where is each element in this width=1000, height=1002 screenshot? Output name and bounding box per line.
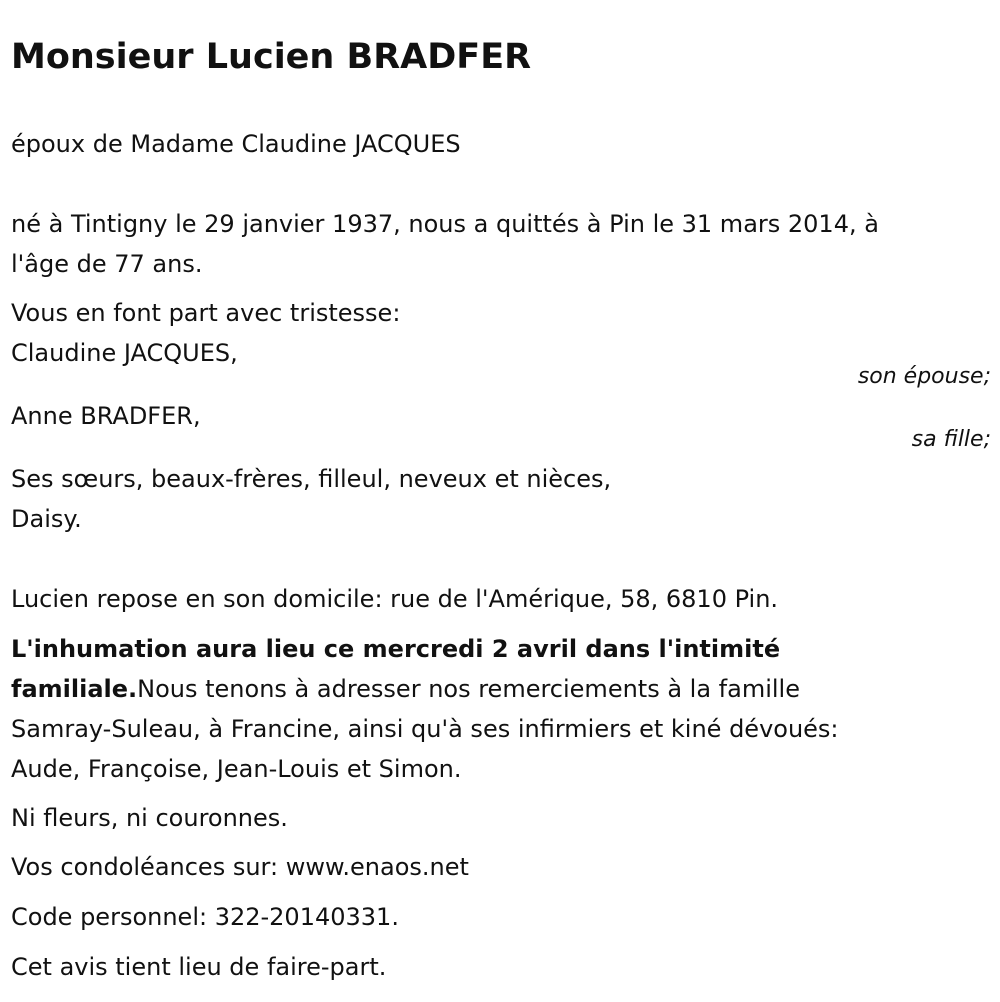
family-member-name-spouse: Claudine JACQUES, [11,339,238,367]
birth-death-line-1: né à Tintigny le 29 janvier 1937, nous a quittés à Pin le 31 mars 2014, à [11,210,879,238]
daisy-line: Daisy. [11,505,82,533]
spouse-line: époux de Madame Claudine JACQUES [11,130,461,158]
closing-line: Cet avis tient lieu de faire-part. [11,953,387,981]
announce-intro: Vous en font part avec tristesse: [11,299,401,327]
relatives-line: Ses sœurs, beaux-frères, filleul, neveux et nièces, [11,465,612,493]
thanks-line-2: Samray-Suleau, à Francine, ainsi qu'à ses infirmiers et kiné dévoués: [11,715,839,743]
burial-thanks-line [11,669,800,709]
burial-announcement-line-2: familiale. [11,675,138,703]
deceased-name-title: Monsieur Lucien BRADFER [11,37,532,77]
burial-announcement-line-1: L'inhumation aura lieu ce mercredi 2 avril dans l'intimité [11,635,781,663]
no-flowers-line: Ni fleurs, ni couronnes. [11,804,288,832]
thanks-line-3: Aude, Françoise, Jean-Louis et Simon. [11,755,462,783]
rest-place-line: Lucien repose en son domicile: rue de l'Amérique, 58, 6810 Pin. [11,585,779,613]
personal-code-line: Code personnel: 322-20140331. [11,903,399,931]
family-member-name-daughter: Anne BRADFER, [11,402,201,430]
family-member-role-daughter: sa fille; [911,427,991,452]
family-member-role-spouse: son épouse; [857,364,991,389]
birth-death-line-2: l'âge de 77 ans. [11,250,203,278]
condolences-line: Vos condoléances sur: www.enaos.net [11,853,469,881]
thanks-line-1: Nous tenons à adresser nos remerciements à la famille [137,675,800,703]
